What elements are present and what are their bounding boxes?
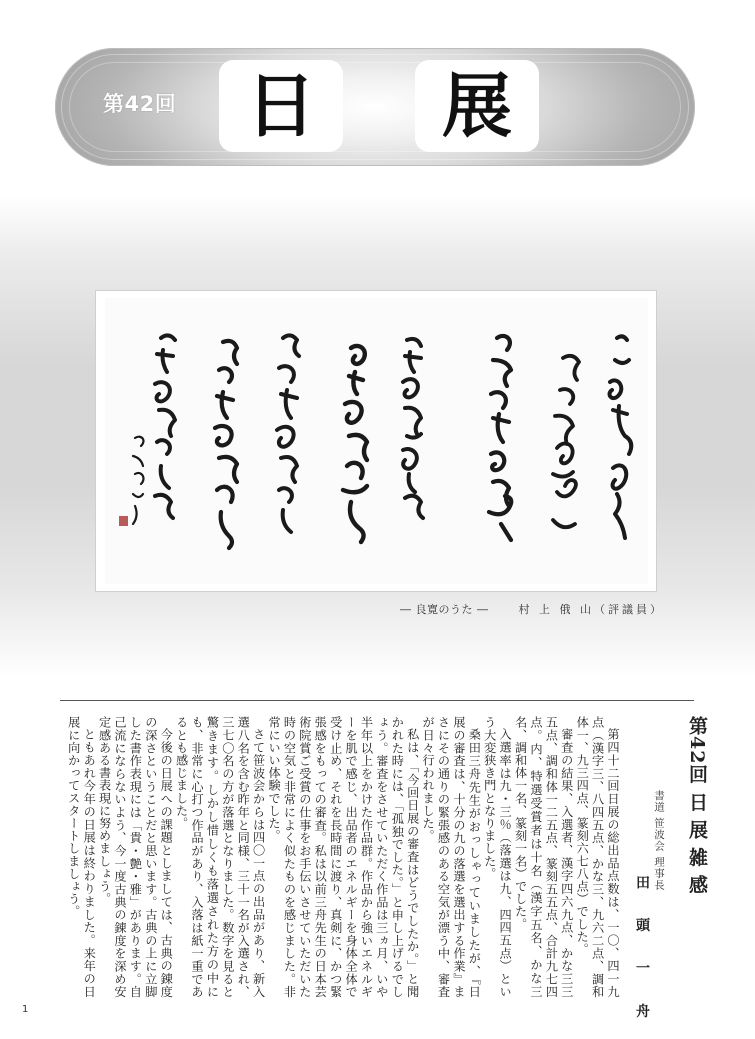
paragraph: 第四十二回日展の総出品点数は、一〇、四一九点（漢字三、八四五点、かな三、九六二点、調和体一、九三四点、篆刻六七八点）でした。 — [575, 716, 620, 998]
article-body — [40, 716, 620, 998]
paragraph: 審査の結果、入選者、漢字四六九点、かな三三五点、調和体一二五点、篆刻五五点、合計九七四点。内、特選受賞者は十名（漢字五名、かな三名、調和体一名、篆刻一名）でした。 — [513, 716, 574, 998]
title-char-left: 日 — [219, 60, 343, 152]
edition-label: 第42回 — [103, 92, 177, 116]
paragraph: ともあれ今年の日展は終わりました。来年の日展に向かってスタートしましょう。 — [66, 716, 97, 998]
byline-author: 田 頭 一 舟 — [634, 875, 650, 1030]
artwork-caption — [400, 601, 664, 617]
divider — [60, 700, 694, 701]
paragraph: さて笹波会からは四〇一点の出品があり、新入選八名を含む昨年と同様、三十一名が入選され、三七〇名の方が落選となりました。数字を見ると驚きます。しかし惜しくも落選された方の中にも、非常に心打つ作品があり、入落は紙一重であるとも感じました。 — [174, 716, 266, 998]
article-title: 第42回 日 展 雑 感 — [686, 716, 708, 895]
paragraph: 今後の日展への課題としましては、古典の錬度の深さということだと思います。古典の上に立脚した書作表現には「貴・艶・雅」があります。自己流にならないよう、今一度古典の錬度を深め安定感ある書表現に努めましょう。 — [97, 716, 174, 998]
page-number: 1 — [22, 1004, 29, 1015]
artwork-author: 村 上 俄 山（評議員） — [518, 603, 664, 616]
paragraph: 入選率は九・三％（落選は九、四四五点）という大変狭き門となりました。 — [482, 716, 513, 998]
artwork-title: ― 良寛のうた ― — [400, 603, 489, 616]
paragraph: 桑田三舟先生がおっしゃっていましたが、『日展の審査は、十分の九の落選を選出する作業』まさにその通りの緊張感のある空気が漂う中、審査が日々行われました。 — [421, 716, 482, 998]
calligraphy-artwork — [105, 298, 648, 584]
byline-organization: 書道 笹波会 理事長 — [653, 790, 665, 891]
paragraph: 私は、「今回日展の審査はどうでしたか。」と聞かれた時には、「孤独でした。」と申し上げるでしょう。審査をさせていただく作品は三ヵ月、いや半年以上をかけた作品群。作品から強いエネルギーを肌で感じ、出品者のエネルギーを身体全体で受け止め、それを長時間に渡り、真剣に、かつ緊張感をもっての審査。私は以前三舟先生の日本芸術院賞ご受賞の仕事をお手伝いさせていただいた時の空気と非常によく似たものを感じました。非常にいい体験でした。 — [267, 716, 420, 998]
title-char-right: 展 — [415, 60, 539, 152]
